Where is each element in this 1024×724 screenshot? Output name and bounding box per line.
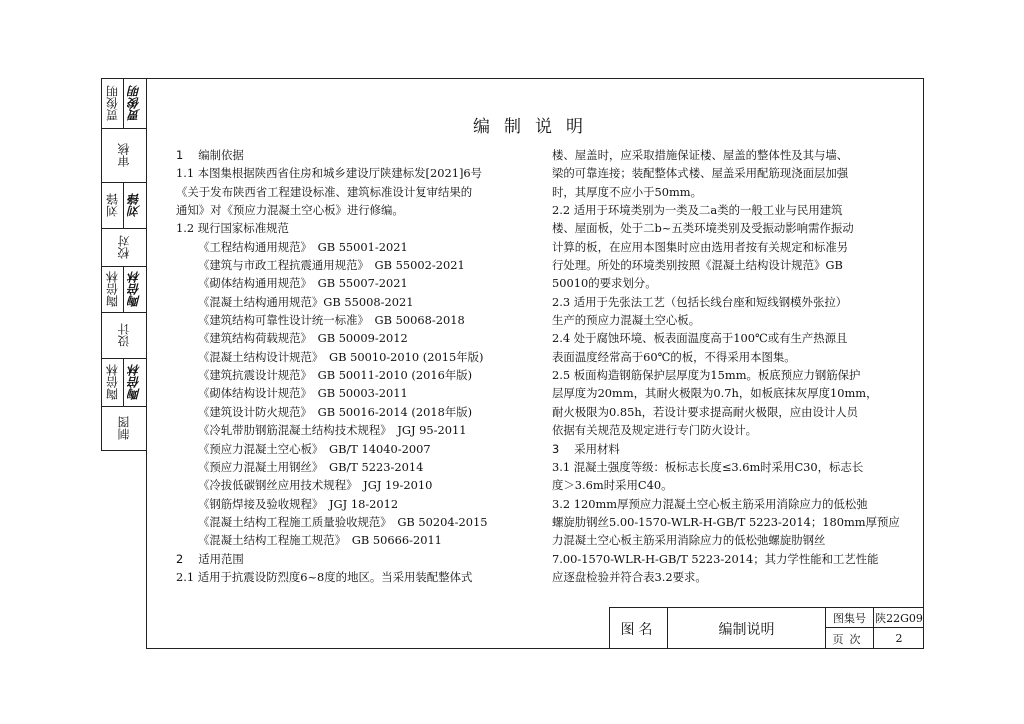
paragraph-line: 7.00-1570-WLR-H-GB/T 5223-2014；其力学性能和工艺性能	[552, 551, 879, 566]
paragraph-line: 应逐盘检验并符合表3.2要求。	[552, 569, 707, 584]
paragraph-line: 层厚度为20mm，其耐火极限为0.7h，如板底抹灰厚度10mm，	[552, 386, 878, 401]
sidebar-row-reviewer-sign	[102, 79, 146, 129]
paragraph-line: 生产的预应力混凝土空心板。	[552, 313, 701, 328]
page-number-label: 页次	[826, 628, 874, 649]
page-title: 编制说明	[473, 117, 597, 137]
standard-list-item: 《建筑抗震设计规范》 GB 50011-2010 (2016年版)	[198, 368, 473, 383]
sidebar-label: 设计	[117, 323, 131, 348]
paragraph-line: 2.1 适用于抗震设防烈度6~8度的地区。当采用装配整体式	[176, 569, 473, 584]
sidebar-label: 制图	[117, 416, 131, 441]
paragraph-line: 3.2 120mm厚预应力混凝土空心板主筋采用消除应力的低松弛	[552, 496, 868, 511]
standard-list-item: 《建筑设计防火规范》 GB 50016-2014 (2018年版)	[198, 404, 473, 419]
sidebar-label: 审核	[117, 143, 131, 168]
standard-list-item: 《建筑结构荷载规范》 GB 50009-2012	[198, 331, 408, 346]
paragraph-line: 通知》对《预应力混凝土空心板》进行修编。	[176, 203, 404, 218]
sidebar-row-drafter-sign	[102, 359, 146, 407]
paragraph-line: 梁的可靠连接；装配整体式楼、屋盖采用配筋现浇面层加强	[552, 166, 849, 181]
paragraph-line: 2.2 适用于环境类别为一类及二a类的一般工业与民用建筑	[552, 203, 843, 218]
standard-list-item: 《钢筋焊接及验收规程》 JGJ 18-2012	[198, 496, 399, 511]
paragraph-line: 1.2 现行国家标准规范	[176, 221, 289, 236]
standard-list-item: 《工程结构通用规范》 GB 55001-2021	[198, 239, 408, 254]
paragraph-line: 楼、屋面板，处于二b~五类环境类别及受振动影响需作振动	[552, 221, 854, 236]
figure-name-value: 编制说明	[668, 608, 826, 649]
paragraph-line: 度＞3.6m时采用C40。	[552, 478, 673, 493]
paragraph-line: 表面温度经常高于60℃的板，不得采用本图集。	[552, 349, 796, 364]
sidebar-label: 校对	[117, 235, 131, 260]
sidebar-row-drafting	[102, 407, 146, 450]
left-text-column	[176, 146, 488, 586]
paragraph-line: 2.5 板面构造钢筋保护层厚度为15mm。板底预应力钢筋保护	[552, 368, 861, 383]
paragraph-line: 计算的板，在应用本图集时应由选用者按有关规定和标准另	[552, 239, 849, 254]
title-block	[609, 607, 924, 649]
sidebar-signature: 陶倍林	[127, 271, 142, 308]
approval-strip	[101, 78, 146, 451]
figure-name-label: 图名	[610, 608, 668, 649]
section-heading: 1 编制依据	[176, 148, 244, 162]
sidebar-row-check	[102, 229, 146, 267]
paragraph-line: 3.1 混凝土强度等级：板标志长度≤3.6m时采用C30，标志长	[552, 459, 864, 474]
sidebar-row-review	[102, 129, 146, 183]
sidebar-signature: 贾俊明	[127, 85, 142, 122]
paragraph-line: 力混凝土空心板主筋采用消除应力的低松弛螺旋肋钢丝	[552, 533, 826, 548]
standard-list-item: 《建筑结构可靠性设计统一标准》 GB 50068-2018	[198, 313, 465, 328]
standard-list-item: 《混凝土结构工程施工规范》 GB 50666-2011	[198, 533, 442, 548]
standard-list-item: 《砌体结构通用规范》 GB 55007-2021	[198, 276, 408, 291]
sidebar-label: 陶倍林	[102, 359, 124, 406]
sidebar-row-design	[102, 313, 146, 359]
right-text-column	[552, 146, 900, 586]
paragraph-line: 1.1 本图集根据陕西省住房和城乡建设厅陕建标发[2021]6号	[176, 166, 483, 181]
paragraph-line: 楼、屋盖时，应采取措施保证楼、屋盖的整体性及其与墙、	[552, 148, 849, 162]
sidebar-row-checker-sign	[102, 183, 146, 229]
paragraph-line: 耐火极限为0.85h，若设计要求提高耐火极限，应由设计人员	[552, 404, 859, 419]
standard-list-item: 《预应力混凝土用钢丝》 GB/T 5223-2014	[198, 459, 424, 474]
paragraph-line: 《关于发布陕西省工程建设标准、建筑标准设计复审结果的	[176, 184, 473, 199]
standard-list-item: 《混凝土结构工程施工质量验收规范》 GB 50204-2015	[198, 514, 488, 529]
paragraph-line: 依据有关规范及规定进行专门防火设计。	[552, 423, 758, 438]
atlas-number-label: 图集号	[826, 608, 874, 628]
standard-list-item: 《冷拔低碳钢丝应用技术规程》 JGJ 19-2010	[198, 478, 433, 493]
section-heading: 2 适用范围	[176, 551, 244, 566]
standard-list-item: 《冷轧带肋钢筋混凝土结构技术规程》 JGJ 95-2011	[198, 423, 467, 438]
sidebar-label: 贾俊明	[102, 79, 124, 128]
standard-list-item: 《建筑与市政工程抗震通用规范》 GB 55002-2021	[198, 258, 465, 273]
paragraph-line: 时，其厚度不应小于50mm。	[552, 184, 703, 199]
page-number-value: 2	[895, 632, 903, 645]
sidebar-label: 刘锋	[102, 183, 124, 228]
standard-list-item: 《砌体结构设计规范》 GB 50003-2011	[198, 386, 408, 401]
sidebar-label: 陶倍林	[102, 267, 124, 312]
sidebar-signature: 陶倍林	[127, 364, 142, 401]
standard-list-item: 《混凝土结构设计规范》 GB 50010-2010 (2015年版)	[198, 349, 484, 364]
paragraph-line: 2.4 处于腐蚀环境、板表面温度高于100℃或有生产热源且	[552, 331, 848, 346]
paragraph-line: 2.3 适用于先张法工艺（包括长线台座和短线钢模外张拉）	[552, 294, 848, 309]
paragraph-line: 行处理。所处的环境类别按照《混凝土结构设计规范》GB	[552, 258, 843, 273]
paragraph-line: 螺旋肋钢丝5.00-1570-WLR-H-GB/T 5223-2014；180mm厚预应	[552, 514, 900, 529]
section-heading: 3 采用材料	[552, 441, 620, 456]
sidebar-signature: 刘锋	[127, 193, 142, 218]
atlas-number-value: 陕22G09	[874, 608, 924, 628]
standard-list-item: 《预应力混凝土空心板》 GB/T 14040-2007	[198, 441, 431, 456]
sidebar-row-designer-sign	[102, 267, 146, 313]
standard-list-item: 《混凝土结构通用规范》GB 55008-2021	[198, 294, 414, 309]
paragraph-line: 50010的要求划分。	[552, 276, 657, 291]
